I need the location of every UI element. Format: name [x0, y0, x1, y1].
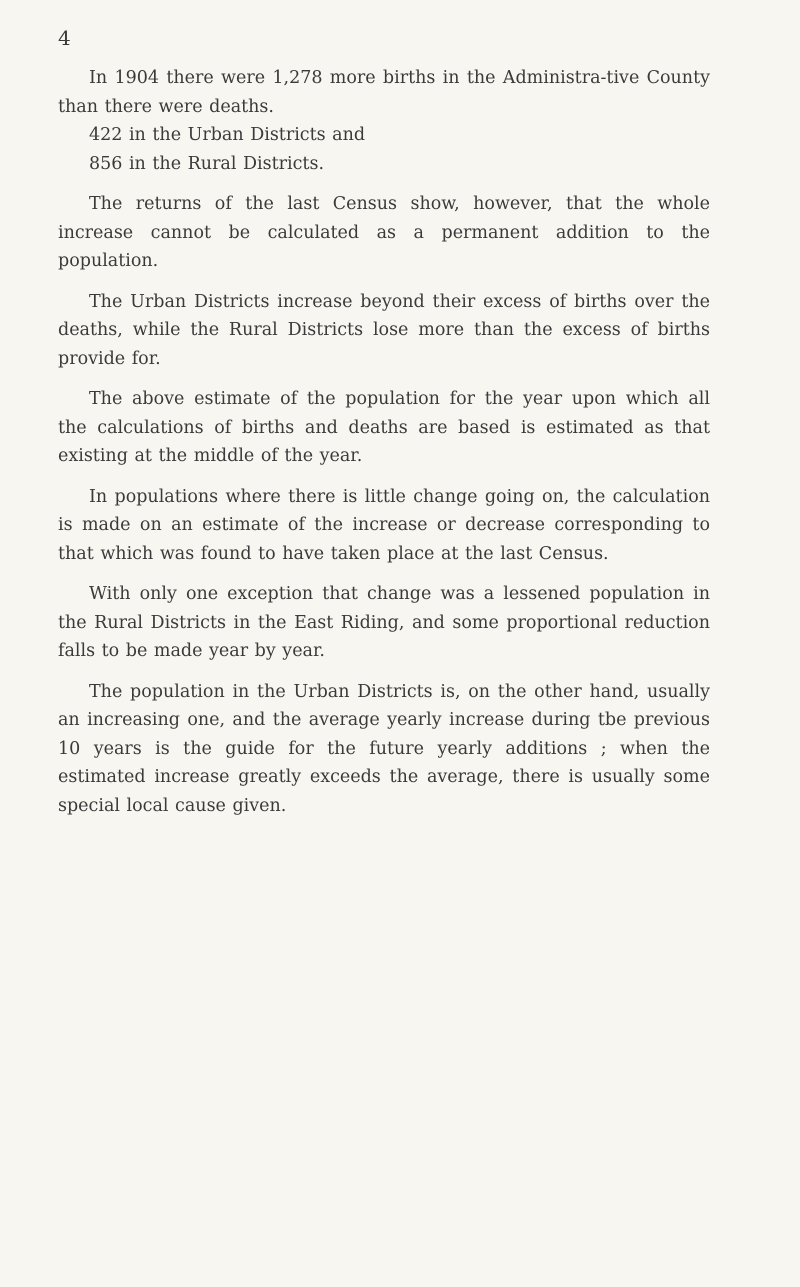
paragraph-census-returns: The returns of the last Census show, however, that the whole increase cannot be calculated as a permanent addition to the population.	[58, 194, 710, 271]
paragraph-calculation-method: In populations where there is little change going on, the calculation is made on an estimate of the increase or decrease corresponding to that which was found to have taken place at the last Census.	[58, 486, 710, 564]
paragraph-exception: With only one exception that change was a lessened population in the Rural Districts in the East Riding, and some proportional reduction falls to be made year by year.	[58, 584, 710, 661]
page-number: 4	[58, 26, 71, 50]
paragraph-births-summary: In 1904 there were 1,278 more births in the Administra-tive County than there were deaths.	[58, 68, 710, 117]
document-body	[58, 64, 710, 832]
paragraph-urban-increase: The population in the Urban Districts is, on the other hand, usually an increasing one, and the average yearly increase during tbe previous 10 years is the guide for the future yearly additions ; when the estimated increase greatly exceeds the average, there is usually some special local cause given.	[58, 681, 710, 816]
urban-births-line: 422 in the Urban Districts and	[89, 125, 366, 145]
paragraph-population-estimate: The above estimate of the population for the year upon which all the calculations of births and deaths are based is estimated as that existing at the middle of the year.	[58, 389, 710, 466]
rural-births-line: 856 in the Rural Districts.	[89, 153, 325, 174]
paragraph-urban-rural-change: The Urban Districts increase beyond their excess of births over the deaths, while the Rural Districts lose more than the excess of births provide for.	[58, 291, 710, 369]
